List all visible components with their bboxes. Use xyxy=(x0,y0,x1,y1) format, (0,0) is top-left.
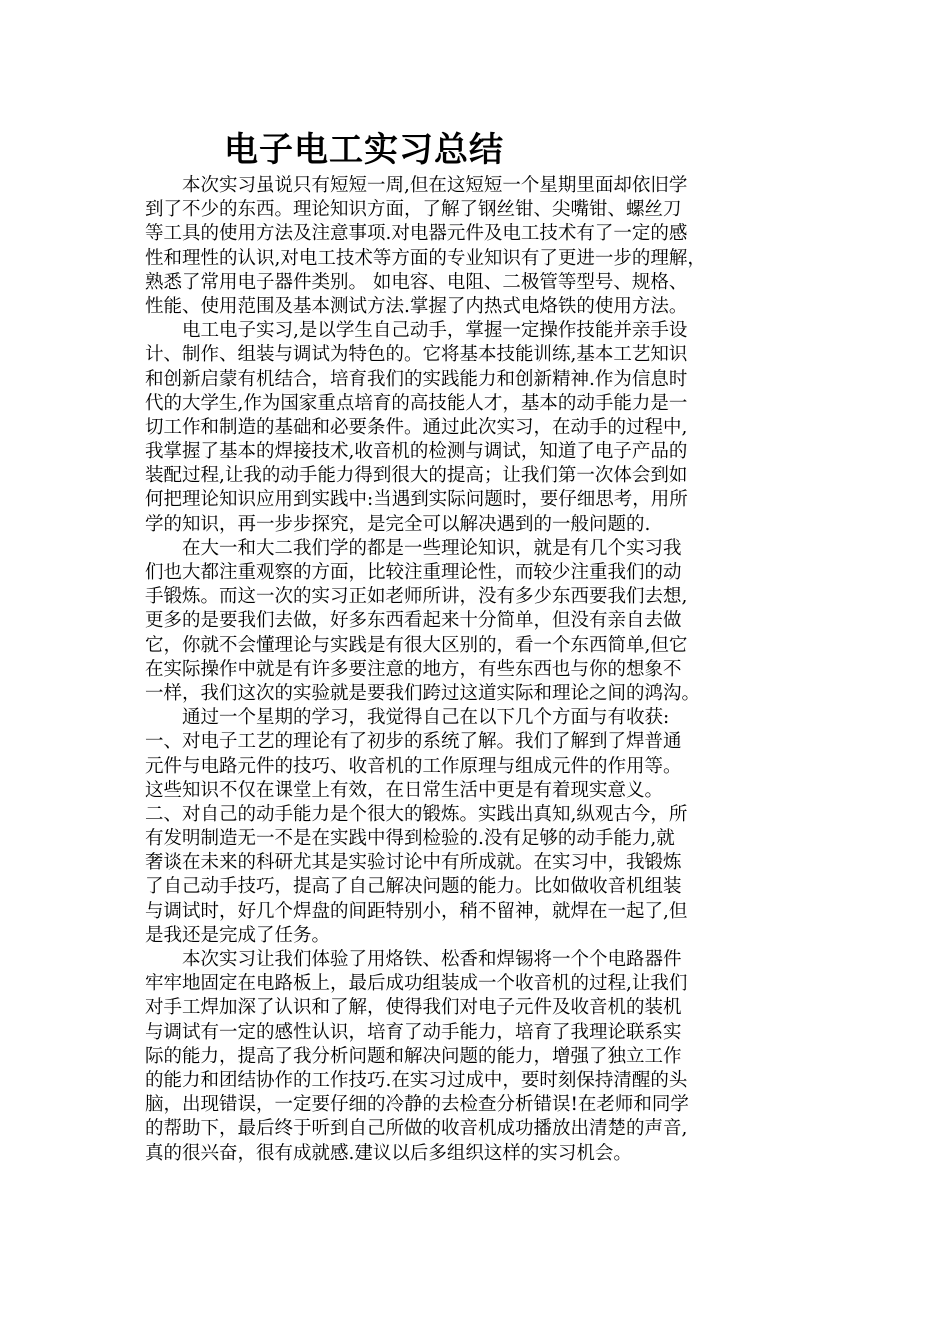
text-line: 一、对电子工艺的理论有了初步的系统了解。我们了解到了焊普通 xyxy=(145,731,682,753)
text-line: 通过一个星期的学习，我觉得自己在以下几个方面与有收获: xyxy=(145,707,670,729)
text-line: 与调试时，好几个焊盘的间距特别小，稍不留神，就焊在一起了,但 xyxy=(145,900,688,922)
text-line: 的能力和团结协作的工作技巧.在实习过成中，要时刻保持清醒的头 xyxy=(145,1069,688,1091)
paragraph-1 xyxy=(145,174,815,319)
text-line: 与调试有一定的感性认识，培育了动手能力，培育了我理论联系实 xyxy=(145,1021,682,1043)
text-line: 二、对自己的动手能力是个很大的锻炼。实践出真知,纵观古今，所 xyxy=(145,803,688,825)
paragraph-6 xyxy=(145,948,815,1166)
text-line: 在大一和大二我们学的都是一些理论知识，就是有几个实习我 xyxy=(145,537,682,559)
text-line: 学的知识，再一步步探究，是完全可以解决遇到的一般问题的. xyxy=(145,513,651,535)
text-line: 本次实习虽说只有短短一周,但在这短短一个星期里面却依旧学 xyxy=(145,175,688,196)
text-line: 它，你就不会懂理论与实践是有很大区别的，看一个东西简单,但它 xyxy=(145,634,688,656)
text-line: 电工电子实习,是以学生自己动手，掌握一定操作技能并亲手设 xyxy=(145,320,688,342)
text-line: 代的大学生,作为国家重点培育的高技能人才，基本的动手能力是一 xyxy=(145,392,688,414)
text-line: 和创新启蒙有机结合，培育我们的实践能力和创新精神.作为信息时 xyxy=(145,368,688,390)
text-line: 这些知识不仅在课堂上有效，在日常生活中更是有着现实意义。 xyxy=(145,779,664,801)
text-line: 到了不少的东西。理论知识方面，了解了钢丝钳、尖嘴钳、螺丝刀 xyxy=(145,199,682,221)
text-line: 际的能力，提高了我分析问题和解决问题的能力，增强了独立工作 xyxy=(145,1045,682,1067)
text-line: 元件与电路元件的技巧、收音机的工作原理与组成元件的作用等。 xyxy=(145,755,682,777)
text-line: 何把理论知识应用到实践中:当遇到实际问题时，要仔细思考，用所 xyxy=(145,489,688,511)
paragraph-5 xyxy=(145,803,815,948)
text-line: 熟悉了常用电子器件类别。 如电容、电阻、二极管等型号、规格、 xyxy=(145,271,688,293)
text-line: 有发明制造无一不是在实践中得到检验的.没有足够的动手能力,就 xyxy=(145,828,675,850)
text-line: 在实际操作中就是有许多要注意的地方，有些东西也与你的想象不 xyxy=(145,658,682,680)
text-line: 更多的是要我们去做，好多东西看起来十分简单，但没有亲自去做 xyxy=(145,610,682,632)
text-line: 的帮助下，最后终于听到自己所做的收音机成功播放出清楚的声音, xyxy=(145,1118,688,1140)
text-line: 一样，我们这次的实验就是要我们跨过这道实际和理论之间的鸿沟。 xyxy=(145,682,701,704)
text-line: 装配过程,让我的动手能力得到很大的提高；让我们第一次体会到如 xyxy=(145,465,688,487)
text-line: 我掌握了基本的焊接技术,收音机的检测与调试，知道了电子产品的 xyxy=(145,441,688,463)
text-line: 牢牢地固定在电路板上，最后成功组装成一个收音机的过程,让我们 xyxy=(145,973,688,995)
text-line: 真的很兴奋，很有成就感.建议以后多组织这样的实习机会。 xyxy=(145,1142,632,1164)
paragraph-4 xyxy=(145,706,815,803)
paragraph-3 xyxy=(145,537,815,706)
document-body xyxy=(145,174,815,1166)
text-line: 手锻炼。而这一次的实习正如老师所讲，没有多少东西要我们去想, xyxy=(145,586,688,608)
text-line: 奢谈在未来的科研尤其是实验讨论中有所成就。在实习中，我锻炼 xyxy=(145,852,682,874)
text-line: 本次实习让我们体验了用烙铁、松香和焊锡将一个个电路器件 xyxy=(145,949,682,970)
text-line: 性能、使用范围及基本测试方法.掌握了内热式电烙铁的使用方法。 xyxy=(145,295,688,317)
paragraph-2 xyxy=(145,319,815,537)
text-line: 脑，出现错误，一定要仔细的冷静的去检查分析错误!在老师和同学 xyxy=(145,1094,689,1116)
text-line: 是我还是完成了任务。 xyxy=(145,924,331,946)
text-line: 们也大都注重观察的方面，比较注重理论性，而较少注重我们的动 xyxy=(145,562,682,583)
text-line: 计、制作、组装与调试为特色的。它将基本技能训练,基本工艺知识 xyxy=(145,344,688,366)
text-line: 对手工焊加深了认识和了解，使得我们对电子元件及收音机的装机 xyxy=(145,997,682,1019)
document-title: 电子电工实习总结 xyxy=(224,130,504,170)
text-line: 了自己动手技巧，提高了自己解决问题的能力。比如做收音机组装 xyxy=(145,876,682,898)
text-line: 性和理性的认识,对电工技术等方面的专业知识有了更进一步的理解， xyxy=(145,247,706,269)
text-line: 切工作和制造的基础和必要条件。通过此次实习，在动手的过程中, xyxy=(145,416,688,438)
text-line: 等工具的使用方法及注意事项.对电器元件及电工技术有了一定的感 xyxy=(145,223,688,245)
